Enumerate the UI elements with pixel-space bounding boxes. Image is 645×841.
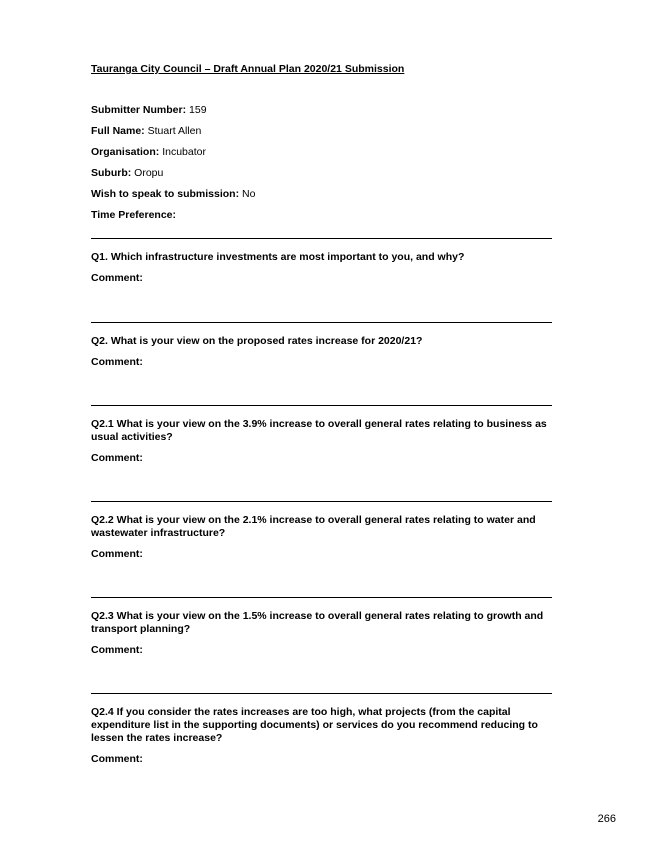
section-divider	[91, 238, 552, 239]
section-divider	[91, 322, 552, 323]
suburb-row	[91, 167, 163, 180]
organisation-row	[91, 146, 206, 159]
suburb-label: Suburb:	[91, 167, 132, 179]
section-divider	[91, 405, 552, 406]
speak-label: Wish to speak to submission:	[91, 188, 240, 200]
comment-label: Comment:	[91, 753, 143, 765]
section-divider	[91, 597, 552, 598]
submitter-number-row	[91, 104, 207, 117]
section-divider	[91, 693, 552, 694]
question-q2-4: Q2.4 If you consider the rates increases are too high, what projects (from the capital expenditure list in the supporting documents) or services do you recommend reducing to lessen the rates increase?	[91, 706, 538, 744]
speak-value: No	[242, 188, 256, 200]
question-q2-2: Q2.2 What is your view on the 2.1% increase to overall general rates relating to water and wastewater infrastructure?	[91, 514, 536, 539]
question-q2: Q2. What is your view on the proposed rates increase for 2020/21?	[91, 335, 423, 347]
comment-label: Comment:	[91, 548, 143, 560]
document-title: Tauranga City Council – Draft Annual Plan 2020/21 Submission	[91, 63, 405, 75]
question-q1: Q1. Which infrastructure investments are most important to you, and why?	[91, 251, 465, 263]
speak-row	[91, 188, 255, 201]
submitter-number-label: Submitter Number:	[91, 104, 187, 116]
comment-label: Comment:	[91, 272, 143, 284]
full-name-label: Full Name:	[91, 125, 145, 137]
organisation-label: Organisation:	[91, 146, 160, 158]
question-q2-3: Q2.3 What is your view on the 1.5% increase to overall general rates relating to growth and transport planning?	[91, 610, 544, 635]
comment-label: Comment:	[91, 356, 143, 368]
question-q2-1: Q2.1 What is your view on the 3.9% increase to overall general rates relating to business as usual activities?	[91, 418, 547, 443]
full-name-row	[91, 125, 201, 138]
comment-label: Comment:	[91, 644, 143, 656]
comment-label: Comment:	[91, 452, 143, 464]
full-name-value: Stuart Allen	[147, 125, 202, 137]
time-preference-row	[91, 209, 176, 222]
suburb-value: Oropu	[134, 167, 164, 179]
submitter-number-value: 159	[189, 104, 207, 116]
time-preference-label: Time Preference:	[91, 209, 177, 221]
organisation-value: Incubator	[162, 146, 206, 158]
page-number: 266	[597, 813, 616, 825]
section-divider	[91, 501, 552, 502]
